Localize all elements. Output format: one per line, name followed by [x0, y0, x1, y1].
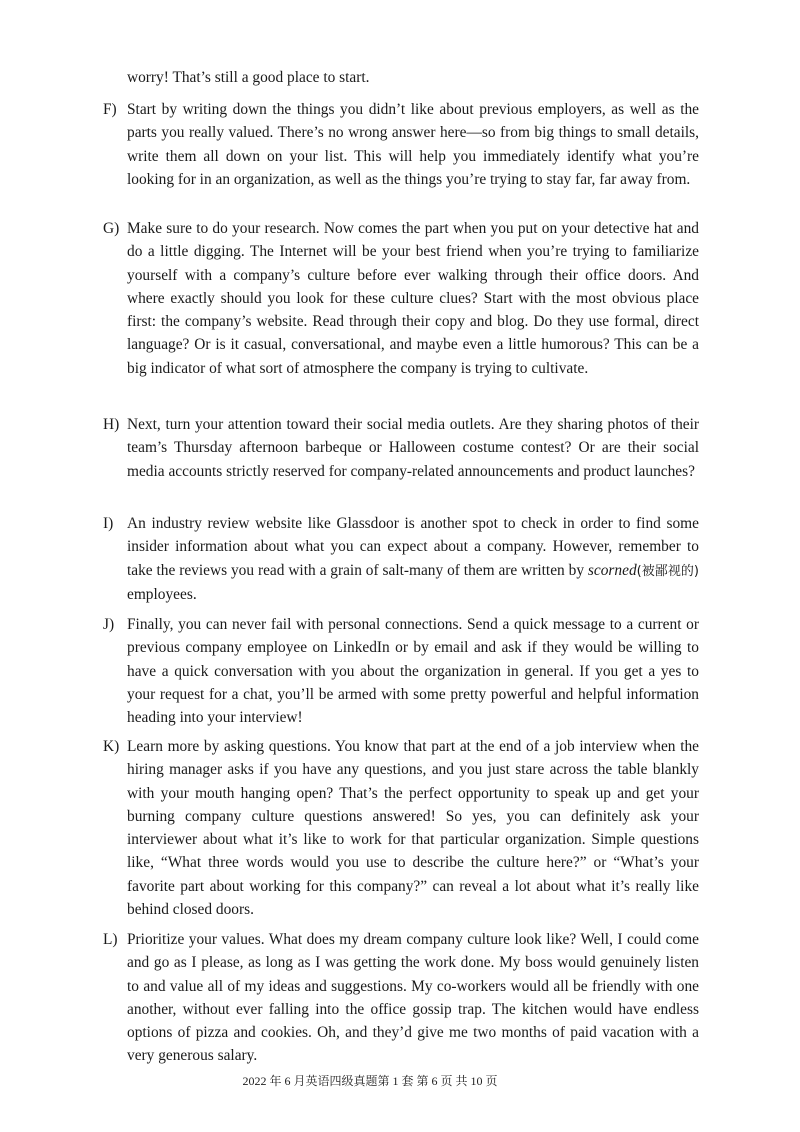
intro-line: worry! That’s still a good place to start. — [127, 69, 370, 86]
paragraph-label: J) — [103, 616, 115, 633]
paragraph-f — [103, 98, 699, 191]
chinese-gloss: (被鄙视的) — [636, 563, 699, 579]
paragraph-text-after: employees. — [127, 585, 197, 603]
paragraph-l — [103, 928, 699, 1068]
paragraph-text: Make sure to do your research. Now comes the part when you put on your detective hat and do a little digging. The Internet will be your best friend when you’re trying to familiarize yourself with a company’s culture before ever walking through their office doors. And where exactly should you look for these culture clues? Start with the most obvious place first: the company’s website. Read through their copy and blog. Do they use formal, direct language? Or is it casual, conversational, and maybe even a little humorous? This can be a big indicator of what sort of atmosphere the company is trying to cultivate. — [127, 220, 699, 377]
paragraph-label: H) — [103, 416, 120, 433]
paragraph-i — [103, 512, 699, 606]
paragraph-label: K) — [103, 738, 120, 755]
paragraph-text: Start by writing down the things you didn’t like about previous employers, as well as the parts you really valued. There’s no wrong answer here—so from big things to small details, write them all down on your list. This will help you immediately identify what you’re looking for in an organization, as well as the things you’re trying to stay far, far away from. — [127, 101, 699, 188]
paragraph-h — [103, 413, 699, 483]
paragraph-j — [103, 613, 699, 729]
paragraph-k — [103, 735, 699, 921]
paragraph-text: Learn more by asking questions. You know that part at the end of a job interview when the hiring manager asks if you have any questions, and you just stare across the table blankly with your mouth hanging open? That’s the perfect opportunity to speak up and get your burning company culture questions answered! So yes, you can definitely ask your interviewer about what it’s like to work for that particular organization. Simple questions like, “What three words would you use to describe the culture here?” or “What’s your favorite part about working for this company?” can reveal a lot about what it’s really like behind closed doors. — [127, 738, 699, 919]
paragraph-text — [127, 515, 699, 603]
paragraph-text: Prioritize your values. What does my dream company culture look like? Well, I could come and go as I please, as long as I was getting the work done. My boss would genuinely listen to and value all of my ideas and suggestions. My co-workers would all be friendly with one another, without ever falling into the office gossip trap. The kitchen would have endless options of pizza and cookies. Oh, and they’d give me two months of paid vacation with a very generous salary. — [127, 931, 699, 1065]
paragraph-label: I) — [103, 515, 114, 532]
paragraph-text: Finally, you can never fail with personal connections. Send a quick message to a current or previous company employee on LinkedIn or by email and ask if they would be willing to have a quick conversation with you about the organization in general. If you get a yes to your request for a chat, you’ll be armed with some pretty powerful and helpful information heading into your interview! — [127, 616, 699, 727]
paragraph-label: G) — [103, 220, 120, 237]
paragraph-text-before: An industry review website like Glassdoor is another spot to check in order to find some insider information about what you can expect about a company. However, remember to take the reviews you read with a grain of salt-many of them are written by — [127, 515, 699, 579]
page-footer: 2022 年 6 月英语四级真题第 1 套 第 6 页 共 10 页 — [242, 1074, 498, 1088]
paragraph-text: Next, turn your attention toward their social media outlets. Are they sharing photos of their team’s Thursday afternoon barbeque or Halloween costume contest? Or are their social media accounts strictly reserved for company-related announcements and product launches? — [127, 416, 699, 480]
paragraph-label: F) — [103, 101, 117, 118]
italic-word: scorned — [587, 561, 637, 579]
paragraph-label: L) — [103, 931, 118, 948]
paragraph-g — [103, 217, 699, 380]
